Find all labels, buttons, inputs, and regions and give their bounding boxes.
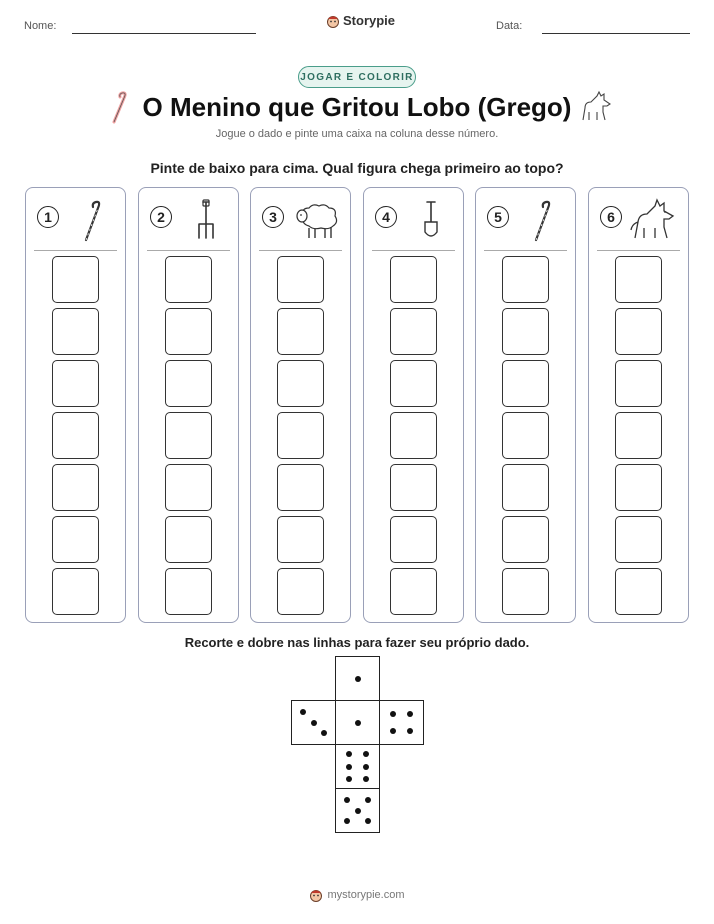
color-box[interactable] [502,568,549,615]
cane-icon [66,198,120,242]
color-box[interactable] [277,308,324,355]
dice-face-5 [335,788,380,833]
color-box[interactable] [502,360,549,407]
color-box[interactable] [615,360,662,407]
dice-face-3 [291,700,336,745]
page-title: O Menino que Gritou Lobo (Grego) [142,92,572,122]
color-box[interactable] [52,568,99,615]
dice-pip [390,711,396,717]
divider [259,250,342,251]
dice-pip [300,709,306,715]
wolf-icon [577,90,613,124]
divider [484,250,567,251]
sheep-icon [291,198,345,242]
column-6 [588,187,689,623]
column-2 [138,187,239,623]
color-box[interactable] [390,568,437,615]
pitchfork-icon [179,198,233,242]
color-box[interactable] [502,412,549,459]
dice-face-4 [379,700,424,745]
dice-pip [311,720,317,726]
column-number: 3 [262,206,284,228]
color-box[interactable] [52,516,99,563]
dice-pip [365,797,371,803]
dice-instruction: Recorte e dobre nas linhas para fazer seu próprio dado. [184,635,530,650]
column-4 [363,187,464,623]
instruction-text: Pinte de baixo para cima. Qual figura chega primeiro ao topo? [150,160,564,176]
cane-icon [516,198,570,242]
dice-pip [346,776,352,782]
date-line[interactable] [542,33,690,34]
activity-badge: JOGAR E COLORIR [298,66,416,88]
dice-pip [321,730,327,736]
dice-pip [355,808,361,814]
color-box[interactable] [165,568,212,615]
color-box[interactable] [277,516,324,563]
color-box[interactable] [390,464,437,511]
shovel-icon [404,198,458,242]
color-box[interactable] [277,256,324,303]
column-number: 5 [487,206,509,228]
color-box[interactable] [277,464,324,511]
color-box[interactable] [615,568,662,615]
dice-face-1 [335,700,380,745]
color-box[interactable] [165,516,212,563]
color-box[interactable] [165,412,212,459]
date-label: Data: [496,20,523,32]
column-header [589,188,688,252]
color-box[interactable] [52,412,99,459]
dice-pip [363,776,369,782]
column-3 [250,187,351,623]
color-box[interactable] [390,412,437,459]
dice-pip [407,711,413,717]
dice-face-1 [335,656,380,701]
color-box[interactable] [52,464,99,511]
dice-pip [355,720,361,726]
color-box[interactable] [390,360,437,407]
color-box[interactable] [277,568,324,615]
color-box[interactable] [615,516,662,563]
footer-url[interactable]: mystorypie.com [327,889,405,901]
color-box[interactable] [390,516,437,563]
column-number: 4 [375,206,397,228]
wolf-icon [629,198,683,242]
dice-pip [407,728,413,734]
footer [0,888,714,902]
dice-pip [344,797,350,803]
color-box[interactable] [165,464,212,511]
color-box[interactable] [277,360,324,407]
divider [372,250,455,251]
dice-pip [390,728,396,734]
column-header [251,188,350,252]
divider [147,250,230,251]
color-box[interactable] [502,516,549,563]
column-header [26,188,125,252]
color-box[interactable] [502,464,549,511]
column-header [364,188,463,252]
brand-name: Storypie [343,13,396,28]
color-box[interactable] [277,412,324,459]
dice-pip [344,818,350,824]
color-box[interactable] [615,256,662,303]
column-number: 6 [600,206,622,228]
pie-mascot-icon [309,888,323,902]
color-box[interactable] [615,412,662,459]
color-box[interactable] [52,360,99,407]
page-subtitle: Jogue o dado e pinte uma caixa na coluna desse número. [215,128,499,140]
color-box[interactable] [165,308,212,355]
dice-pip [365,818,371,824]
dice-pip [363,764,369,770]
dice-pip [346,764,352,770]
color-box[interactable] [390,256,437,303]
color-box[interactable] [502,308,549,355]
color-box[interactable] [165,360,212,407]
dice-pip [363,751,369,757]
pie-mascot-icon [326,14,340,28]
column-1 [25,187,126,623]
brand-logo [326,13,395,28]
divider [34,250,117,251]
divider [597,250,680,251]
dice-pip [355,676,361,682]
color-box[interactable] [615,464,662,511]
column-number: 2 [150,206,172,228]
dice-face-6 [335,744,380,789]
name-line[interactable] [72,33,256,34]
color-box[interactable] [52,256,99,303]
column-header [476,188,575,252]
color-box[interactable] [502,256,549,303]
color-box[interactable] [52,308,99,355]
column-number: 1 [37,206,59,228]
color-box[interactable] [390,308,437,355]
color-box[interactable] [165,256,212,303]
column-header [139,188,238,252]
name-label: Nome: [24,20,57,32]
column-5 [475,187,576,623]
color-box[interactable] [615,308,662,355]
dice-pip [346,751,352,757]
